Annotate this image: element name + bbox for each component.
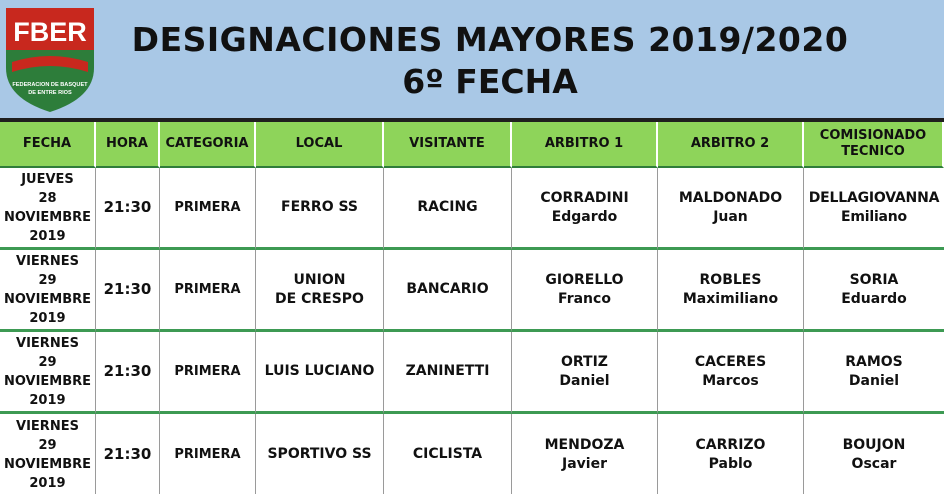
cell-local: SPORTIVO SS	[256, 414, 384, 494]
cell-local: UNION DE CRESPO	[256, 250, 384, 332]
cell-visitante: RACING	[384, 168, 512, 250]
cell-visitante: BANCARIO	[384, 250, 512, 332]
cell-comisionado: RAMOS Daniel	[804, 332, 944, 414]
cell-fecha: VIERNES 29 NOVIEMBRE 2019	[0, 414, 96, 494]
column-header-fecha: FECHA	[0, 122, 96, 168]
column-header-categoria: CATEGORIA	[160, 122, 256, 168]
cell-fecha: VIERNES 29 NOVIEMBRE 2019	[0, 250, 96, 332]
cell-fecha: VIERNES 29 NOVIEMBRE 2019	[0, 332, 96, 414]
designations-table	[0, 118, 944, 494]
cell-local: LUIS LUCIANO	[256, 332, 384, 414]
cell-visitante: CICLISTA	[384, 414, 512, 494]
svg-text:FEDERACION DE BASQUET: FEDERACION DE BASQUET	[12, 82, 88, 88]
column-header-local: LOCAL	[256, 122, 384, 168]
cell-comisionado: DELLAGIOVANNA Emiliano	[804, 168, 944, 250]
column-header-arbitro-2: ARBITRO 2	[658, 122, 804, 168]
fber-logo-icon	[2, 6, 98, 114]
cell-hora: 21:30	[96, 168, 160, 250]
column-header-arbitro-1: ARBITRO 1	[512, 122, 658, 168]
column-header-visitante: VISITANTE	[384, 122, 512, 168]
cell-comisionado: BOUJON Oscar	[804, 414, 944, 494]
cell-arbitro-1: ORTIZ Daniel	[512, 332, 658, 414]
svg-text:DE ENTRE RIOS: DE ENTRE RIOS	[28, 90, 72, 96]
svg-text:FBER: FBER	[13, 17, 87, 47]
cell-local: FERRO SS	[256, 168, 384, 250]
cell-hora: 21:30	[96, 414, 160, 494]
cell-arbitro-1: GIORELLO Franco	[512, 250, 658, 332]
cell-categoria: PRIMERA	[160, 332, 256, 414]
cell-categoria: PRIMERA	[160, 250, 256, 332]
cell-arbitro-2: CACERES Marcos	[658, 332, 804, 414]
cell-comisionado: SORIA Eduardo	[804, 250, 944, 332]
cell-categoria: PRIMERA	[160, 168, 256, 250]
page-title: DESIGNACIONES MAYORES 2019/2020	[131, 20, 849, 59]
column-header-hora: HORA	[96, 122, 160, 168]
cell-fecha: JUEVES 28 NOVIEMBRE 2019	[0, 168, 96, 250]
cell-arbitro-1: MENDOZA Javier	[512, 414, 658, 494]
page-subtitle: 6º FECHA	[402, 62, 578, 101]
cell-hora: 21:30	[96, 250, 160, 332]
cell-arbitro-2: ROBLES Maximiliano	[658, 250, 804, 332]
cell-arbitro-2: MALDONADO Juan	[658, 168, 804, 250]
cell-visitante: ZANINETTI	[384, 332, 512, 414]
cell-hora: 21:30	[96, 332, 160, 414]
header-banner	[0, 0, 944, 118]
cell-categoria: PRIMERA	[160, 414, 256, 494]
column-header-comisionado: COMISIONADO TECNICO	[804, 122, 944, 168]
cell-arbitro-1: CORRADINI Edgardo	[512, 168, 658, 250]
cell-arbitro-2: CARRIZO Pablo	[658, 414, 804, 494]
